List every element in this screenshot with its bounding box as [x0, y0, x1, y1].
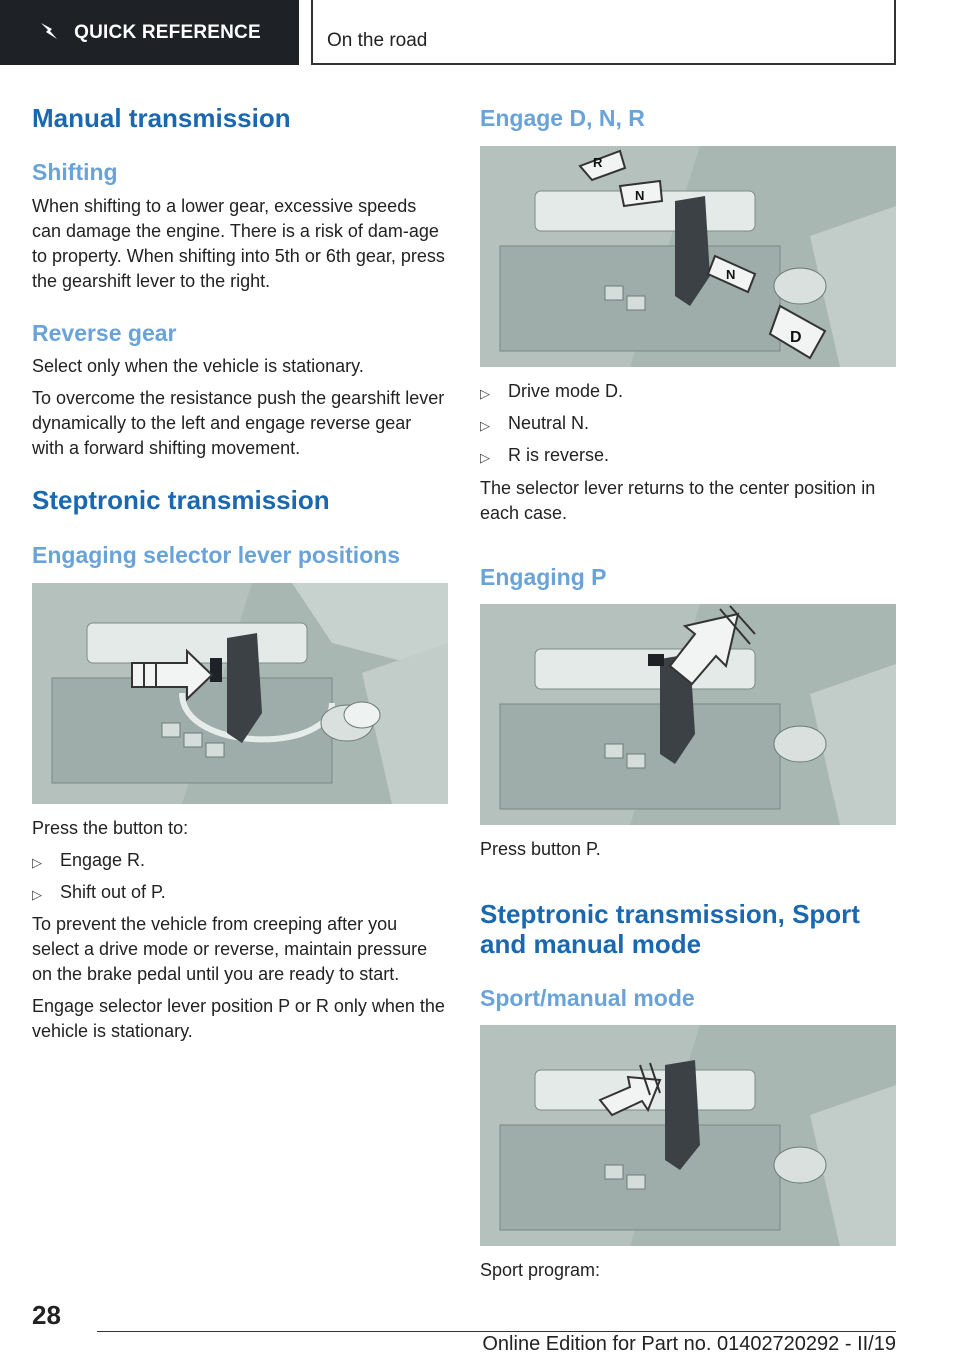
edition-footer: Online Edition for Part no. 01402720292 - II/19: [482, 1333, 896, 1355]
steptronic-heading: Steptronic transmission: [32, 485, 330, 515]
chapter-title: On the road: [327, 30, 428, 51]
sport-heading-line-1: Steptronic transmission, Sport: [480, 899, 860, 929]
triangle-bullet-icon: ▷: [32, 855, 42, 870]
list-item-text: Neutral N.: [508, 413, 590, 433]
diagram-label-n-upper: N: [635, 188, 645, 203]
shifting-text: When shifting to a lower gear, excessive speeds can damage the engine. There is a risk of dam-age to property. When shifting into 5th or 6th gear, press the gearshift lever to the right.: [32, 196, 445, 291]
press-button-text: Press the button to:: [32, 818, 189, 838]
list-item-text: Shift out of P.: [60, 882, 166, 902]
section-tab[interactable]: [0, 0, 299, 65]
triangle-bullet-icon: ▷: [480, 450, 490, 465]
list-item: [480, 443, 609, 470]
selector-lever-button-figure: [32, 583, 448, 804]
list-item: [32, 848, 145, 875]
sport-manual-heading: Sport/manual mode: [480, 985, 695, 1011]
center-position-text: The selector lever returns to the center position in each case.: [480, 478, 876, 523]
sport-manual-figure: [480, 1025, 896, 1246]
engaging-p-figure: [480, 604, 896, 825]
stationary-text: Engage selector lever position P or R only when the vehicle is stationary.: [32, 996, 445, 1041]
list-item-text: Drive mode D.: [508, 381, 624, 401]
sport-heading-line-2: and manual mode: [480, 929, 702, 959]
list-item: [480, 411, 589, 438]
list-item: [480, 379, 623, 406]
engaging-positions-heading: Engaging selector lever positions: [32, 542, 401, 568]
press-p-text: Press button P.: [480, 839, 601, 859]
sport-program-text: Sport program:: [480, 1260, 601, 1280]
diagram-label-d: D: [790, 329, 802, 346]
list-item: [32, 880, 166, 907]
engage-dnr-figure: [480, 146, 896, 367]
diagram-label-r: R: [593, 155, 603, 170]
page-number: 28: [32, 1300, 61, 1330]
reverse-gear-heading: Reverse gear: [32, 320, 177, 346]
chapter-title-box: [311, 0, 896, 65]
reverse-text-1: Select only when the vehicle is stationary.: [32, 356, 364, 376]
triangle-bullet-icon: ▷: [480, 418, 490, 433]
engage-dnr-heading: Engage D, N, R: [480, 105, 645, 131]
creep-text: To prevent the vehicle from creeping after you select a drive mode or reverse, maintain pressure on the brake pedal until you are ready to start.: [32, 914, 428, 984]
footer-divider: [97, 1331, 896, 1332]
reverse-text-2: To overcome the resistance push the gearshift lever dynamically to the left and engage reverse gear with a forward shifting movement.: [32, 388, 445, 458]
triangle-bullet-icon: ▷: [480, 386, 490, 401]
list-item-text: R is reverse.: [508, 445, 610, 465]
section-tab-label: QUICK REFERENCE: [74, 21, 261, 43]
list-item-text: Engage R.: [60, 850, 146, 870]
manual-transmission-heading: Manual transmission: [32, 103, 291, 133]
diagram-label-n-lower: N: [726, 267, 736, 282]
lightning-bolt-icon: [38, 19, 60, 46]
triangle-bullet-icon: ▷: [32, 887, 42, 902]
engaging-p-heading: Engaging P: [480, 564, 607, 590]
shifting-heading: Shifting: [32, 159, 118, 185]
